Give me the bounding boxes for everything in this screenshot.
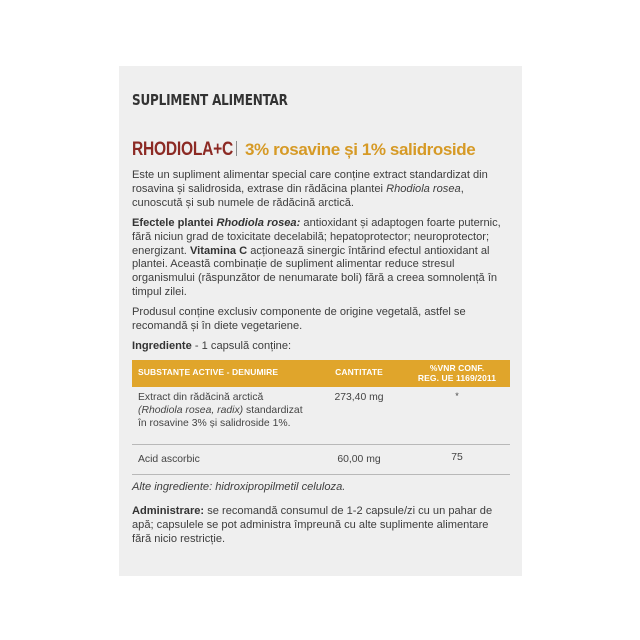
ingredients-table [132, 360, 510, 475]
row-quantity: 60,00 mg [337, 453, 381, 465]
row-quantity: 273,40 mg [334, 391, 384, 403]
table-row [132, 445, 510, 475]
product-separator [236, 141, 237, 156]
row-substance: Acid ascorbic [138, 453, 200, 465]
vegetal-paragraph: Produsul conține exclusiv componente de origine vegetală, astfel se recomandă și în diete vegetariene. [132, 306, 466, 333]
row-vnr: * [455, 390, 459, 401]
product-name: RHODIOLA+C [132, 139, 233, 160]
row-vnr: 75 [451, 451, 463, 463]
header-quantity: CANTITATE [335, 367, 383, 378]
other-ingredients: Alte ingrediente: hidroxipropilmetil celuloza. [132, 480, 346, 493]
ingredients-heading: Ingrediente - 1 capsulă conține: [132, 339, 292, 352]
administration-paragraph: Administrare: se recomandă consumul de 1-2 capsule/zi cu un pahar de apă; capsulele se pot administra împreună cu alte suplimente alimentare fără nicio restricție. [132, 504, 493, 545]
header-substance: SUBSTANȚE ACTIVE - DENUMIRE [138, 367, 279, 378]
description-body [132, 169, 510, 546]
panel-title: SUPLIMENT ALIMENTAR [132, 91, 288, 109]
supplement-info-panel [119, 66, 522, 576]
table-row [132, 387, 510, 445]
product-heading [132, 139, 512, 161]
header-vnr: %VNR CONF. REG. UE 1169/2011 [417, 363, 497, 384]
row-substance: Extract din rădăcină arctică (Rhodiola rosea, radix) standardizat în rosavine 3% și salidroside 1%. [138, 391, 303, 429]
table-header [132, 360, 510, 387]
effects-paragraph: Efectele plantei Rhodiola rosea: antioxidant și adaptogen foarte puternic, fără niciun grad de toxicitate decelabilă; hepatoprotector; neuroprotector; energizant. Vitamina C acționează sinergic întărind efectul antioxidant al plantei. Această combinație de supliment alimentar reduce stresul organismului (răspunzător de nenumarate boli) fără a creea somnolență în timpul zilei. [132, 216, 501, 299]
intro-paragraph: Este un supliment alimentar special care conține extract standardizat din rosavina și salidrosida, extrase din rădăcina plantei Rhodiola rosea, cunoscută și sub numele de rădăcină arctică. [132, 169, 488, 209]
product-tagline: 3% rosavine și 1% salidroside [245, 140, 476, 159]
